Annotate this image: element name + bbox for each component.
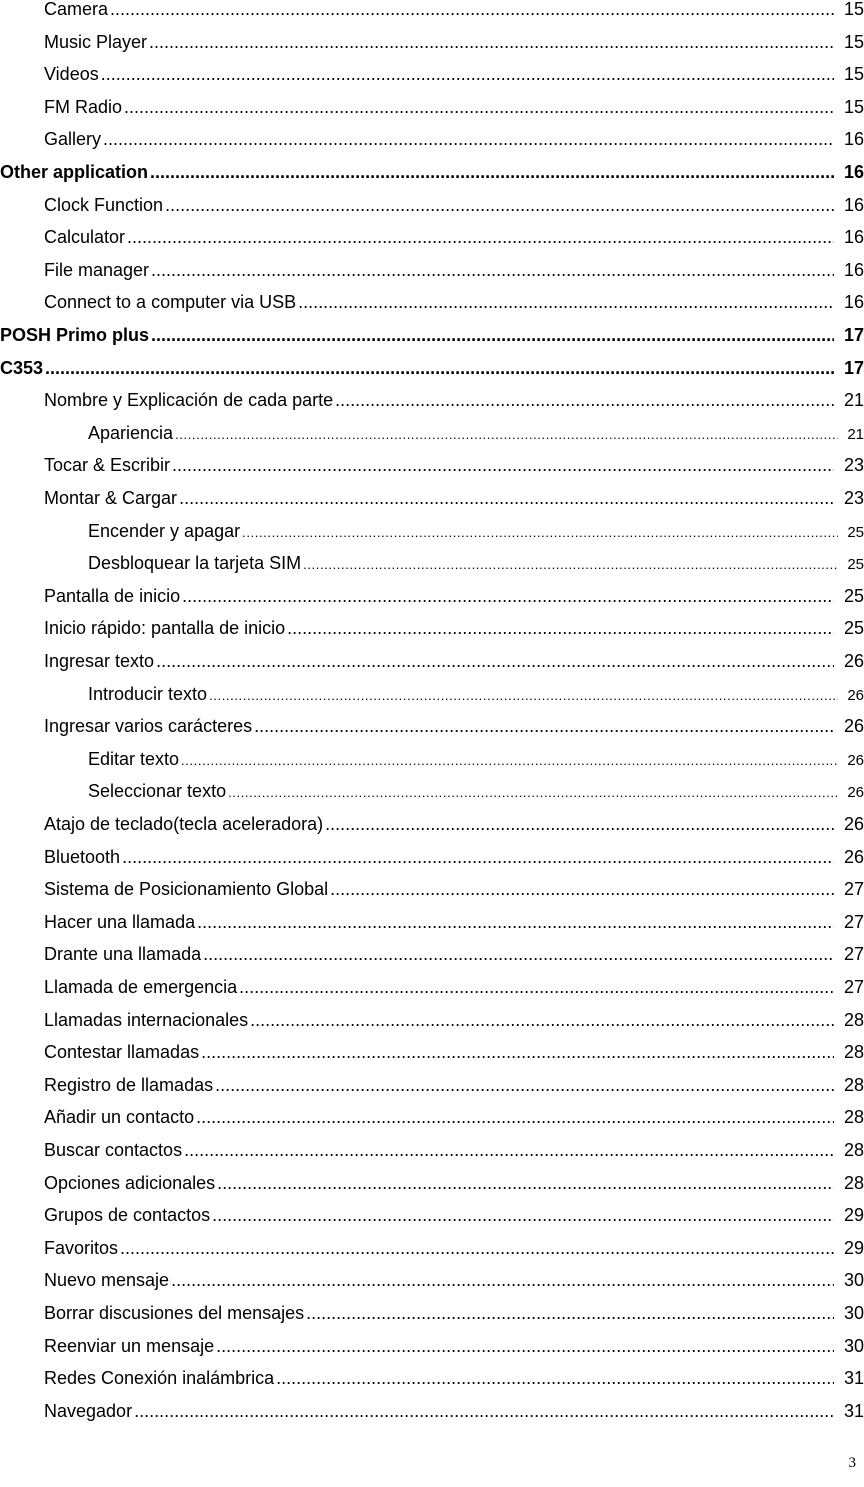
toc-entry-page: 26 — [843, 846, 864, 867]
dot-leader — [171, 1265, 834, 1295]
dot-leader — [303, 550, 838, 580]
toc-entry-page: 27 — [843, 879, 864, 900]
dot-leader — [287, 613, 834, 643]
toc-entry-title: Llamada de emergencia — [44, 977, 238, 997]
dot-leader — [239, 972, 834, 1002]
dot-leader — [209, 681, 838, 711]
toc-entry-title: FM Radio — [44, 96, 123, 117]
toc-entry[interactable] — [0, 287, 864, 317]
toc-entry-page: 28 — [843, 1074, 864, 1095]
toc-entry[interactable] — [0, 646, 864, 676]
toc-entry-title: Calculator — [44, 227, 126, 248]
toc-entry[interactable] — [0, 418, 864, 448]
dot-leader — [181, 746, 838, 776]
toc-entry-page: 28 — [843, 1009, 864, 1030]
toc-entry-title: Grupos de contactos — [44, 1205, 211, 1226]
toc-entry[interactable] — [0, 1331, 864, 1361]
toc-entry-page: 31 — [843, 1400, 864, 1421]
toc-entry[interactable] — [0, 776, 864, 806]
toc-entry-title: Drante una llamada — [44, 944, 202, 965]
toc-entry[interactable] — [0, 679, 864, 709]
toc-entry-title: Videos — [44, 64, 99, 85]
toc-entry[interactable] — [0, 255, 864, 285]
toc-entry[interactable] — [0, 1265, 864, 1295]
toc-entry-title: Inicio rápido: pantalla de inicio — [44, 618, 286, 639]
toc-entry[interactable] — [0, 157, 864, 187]
toc-entry-title: Llamadas internacionales — [44, 1009, 249, 1030]
dot-leader — [217, 1168, 834, 1198]
toc-entry-title: Pantalla de inicio — [44, 585, 181, 606]
dot-leader — [335, 385, 834, 415]
toc-entry-page: 29 — [843, 1237, 864, 1258]
toc-entry-title: Hacer una llamada — [44, 911, 196, 932]
toc-entry-page: 30 — [843, 1303, 864, 1323]
toc-entry[interactable] — [0, 385, 864, 415]
toc-entry-title: Connect to a computer via USB — [44, 292, 297, 313]
toc-entry-page: 28 — [843, 1042, 864, 1063]
toc-entry-title: Buscar contactos — [44, 1140, 183, 1160]
dot-leader — [330, 874, 834, 904]
dot-leader — [325, 809, 834, 839]
dot-leader — [124, 92, 834, 122]
dot-leader — [250, 1005, 834, 1035]
dot-leader — [179, 483, 834, 513]
dot-leader — [212, 1200, 834, 1230]
dot-leader — [156, 646, 834, 676]
toc-entry-page: 28 — [843, 1140, 864, 1160]
toc-entry-page: 17 — [843, 325, 864, 345]
toc-entry[interactable] — [0, 320, 864, 350]
dot-leader — [254, 711, 834, 741]
toc-entry[interactable] — [0, 874, 864, 904]
toc-entry-title: Ingresar varios carácteres — [44, 716, 253, 737]
toc-entry[interactable] — [0, 222, 864, 252]
toc-entry-page: 17 — [843, 357, 864, 378]
dot-leader — [203, 939, 834, 969]
toc-entry[interactable] — [0, 1298, 864, 1328]
toc-entry[interactable] — [0, 613, 864, 643]
toc-entry[interactable] — [0, 939, 864, 969]
dot-leader — [175, 420, 838, 450]
toc-entry-title: Clock Function — [44, 194, 164, 215]
toc-entry-title: POSH Primo plus — [0, 325, 150, 345]
toc-entry-page: 25 — [843, 618, 864, 639]
toc-entry[interactable] — [0, 1070, 864, 1100]
toc-entry-page: 16 — [843, 259, 864, 280]
toc-entry-title: Borrar discusiones del mensajes — [44, 1303, 305, 1323]
dot-leader — [149, 27, 834, 57]
toc-entry-title: Atajo de teclado(tecla aceleradora) — [44, 814, 324, 834]
toc-entry[interactable] — [0, 581, 864, 611]
toc-entry-page: 21 — [847, 425, 864, 443]
toc-entry[interactable] — [0, 842, 864, 872]
toc-entry-title: Introducir texto — [88, 683, 208, 704]
toc-entry-title: Music Player — [44, 31, 148, 52]
toc-entry[interactable] — [0, 548, 864, 578]
toc-entry[interactable] — [0, 1396, 864, 1426]
dot-leader — [172, 450, 834, 480]
dot-leader — [276, 1363, 834, 1393]
toc-entry-page: 28 — [843, 1172, 864, 1193]
toc-entry-title: Añadir un contacto — [44, 1107, 195, 1128]
dot-leader — [216, 1331, 834, 1361]
dot-leader — [215, 1070, 834, 1100]
dot-leader — [150, 157, 834, 187]
toc-entry-page: 26 — [843, 651, 864, 671]
toc-entry-page: 16 — [843, 194, 864, 215]
dot-leader — [151, 255, 834, 285]
toc-entry-page: 23 — [843, 488, 864, 508]
toc-entry[interactable] — [0, 1135, 864, 1165]
toc-entry-page: 26 — [843, 814, 864, 834]
toc-entry-title: Encender y apagar — [88, 520, 241, 541]
dot-leader — [197, 907, 834, 937]
toc-entry-title: Opciones adicionales — [44, 1172, 216, 1193]
toc-entry[interactable] — [0, 1168, 864, 1198]
toc-entry-page: 25 — [843, 585, 864, 606]
toc-entry-page: 27 — [843, 944, 864, 965]
toc-entry-page: 26 — [843, 716, 864, 737]
page-number: 3 — [848, 1455, 856, 1471]
toc-entry-page: 28 — [843, 1107, 864, 1128]
toc-entry-title: Contestar llamadas — [44, 1042, 200, 1063]
toc-entry-page: 21 — [843, 390, 864, 411]
toc-entry-title: Desbloquear la tarjeta SIM — [88, 553, 302, 574]
toc-entry[interactable] — [0, 27, 864, 57]
toc-entry-title: Redes Conexión inalámbrica — [44, 1368, 275, 1389]
dot-leader — [110, 0, 834, 24]
dot-leader — [127, 222, 834, 252]
dot-leader — [306, 1298, 834, 1328]
dot-leader — [120, 1233, 834, 1263]
toc-entry-title: Camera — [44, 0, 109, 19]
toc-entry-title: Gallery — [44, 129, 102, 150]
toc-entry-title: C353 — [0, 357, 44, 378]
dot-leader — [151, 320, 834, 350]
toc-entry-title: Sistema de Posicionamiento Global — [44, 879, 329, 900]
toc-entry-page: 15 — [843, 64, 864, 85]
toc-entry-title: Reenviar un mensaje — [44, 1335, 215, 1356]
toc-entry[interactable] — [0, 1102, 864, 1132]
toc-entry[interactable] — [0, 59, 864, 89]
toc-entry-page: 15 — [843, 0, 864, 19]
toc-entry[interactable] — [0, 907, 864, 937]
toc-entry[interactable] — [0, 1005, 864, 1035]
toc-entry-page: 16 — [843, 129, 864, 150]
toc-entry[interactable] — [0, 516, 864, 546]
toc-entry-title: Bluetooth — [44, 846, 121, 867]
toc-entry-title: Nuevo mensaje — [44, 1270, 170, 1291]
toc-entry-title: Editar texto — [88, 748, 180, 769]
toc-entry-page: 30 — [843, 1335, 864, 1356]
toc-entry-title: Other application — [0, 162, 149, 182]
toc-entry-page: 26 — [847, 784, 864, 802]
toc-entry-page: 26 — [847, 686, 864, 704]
dot-leader — [101, 59, 834, 89]
toc-entry-page: 16 — [843, 227, 864, 248]
toc-entry-page: 27 — [843, 911, 864, 932]
toc-entry[interactable] — [0, 124, 864, 154]
toc-entry-title: Registro de llamadas — [44, 1074, 214, 1095]
dot-leader — [182, 581, 834, 611]
toc-entry[interactable] — [0, 483, 864, 513]
toc-entry-page: 15 — [843, 96, 864, 117]
toc-entry[interactable] — [0, 450, 864, 480]
toc-entry[interactable] — [0, 0, 864, 24]
dot-leader — [201, 1037, 834, 1067]
toc-entry[interactable] — [0, 92, 864, 122]
toc-entry[interactable] — [0, 711, 864, 741]
toc-entry-title: Seleccionar texto — [88, 781, 227, 802]
toc-entry-title: Favoritos — [44, 1237, 119, 1258]
dot-leader — [45, 353, 834, 383]
toc-entry-page: 16 — [843, 292, 864, 313]
toc-entry-page: 25 — [847, 556, 864, 574]
dot-leader — [228, 778, 838, 808]
toc-entry[interactable] — [0, 190, 864, 220]
toc-entry-title: Montar & Cargar — [44, 488, 178, 508]
toc-entry[interactable] — [0, 1200, 864, 1230]
toc-entry-page: 30 — [843, 1270, 864, 1291]
toc-entry[interactable] — [0, 744, 864, 774]
toc-entry[interactable] — [0, 972, 864, 1002]
dot-leader — [165, 190, 834, 220]
dot-leader — [103, 124, 834, 154]
dot-leader — [242, 518, 838, 548]
toc-entry[interactable] — [0, 1233, 864, 1263]
toc-entry-title: Tocar & Escribir — [44, 455, 171, 476]
toc-entry-page: 25 — [847, 523, 864, 541]
toc-entry-page: 29 — [843, 1205, 864, 1226]
dot-leader — [134, 1396, 834, 1426]
toc-entry-page: 27 — [843, 977, 864, 997]
toc-entry-title: File manager — [44, 259, 150, 280]
dot-leader — [196, 1102, 834, 1132]
toc-entry-page: 15 — [843, 31, 864, 52]
toc-entry-title: Nombre y Explicación de cada parte — [44, 390, 334, 411]
toc-entry-title: Navegador — [44, 1400, 133, 1421]
toc-entry-page: 31 — [843, 1368, 864, 1389]
toc-entry[interactable] — [0, 1037, 864, 1067]
dot-leader — [122, 842, 834, 872]
toc-entry-title: Ingresar texto — [44, 651, 155, 671]
toc-entry[interactable] — [0, 809, 864, 839]
dot-leader — [184, 1135, 834, 1165]
toc-entry[interactable] — [0, 1363, 864, 1393]
toc-entry-page: 16 — [843, 162, 864, 182]
toc-entry-title: Apariencia — [88, 422, 174, 443]
toc-entry-page: 23 — [843, 455, 864, 476]
toc-entry-page: 26 — [847, 751, 864, 769]
dot-leader — [298, 287, 834, 317]
toc-entry[interactable] — [0, 353, 864, 383]
